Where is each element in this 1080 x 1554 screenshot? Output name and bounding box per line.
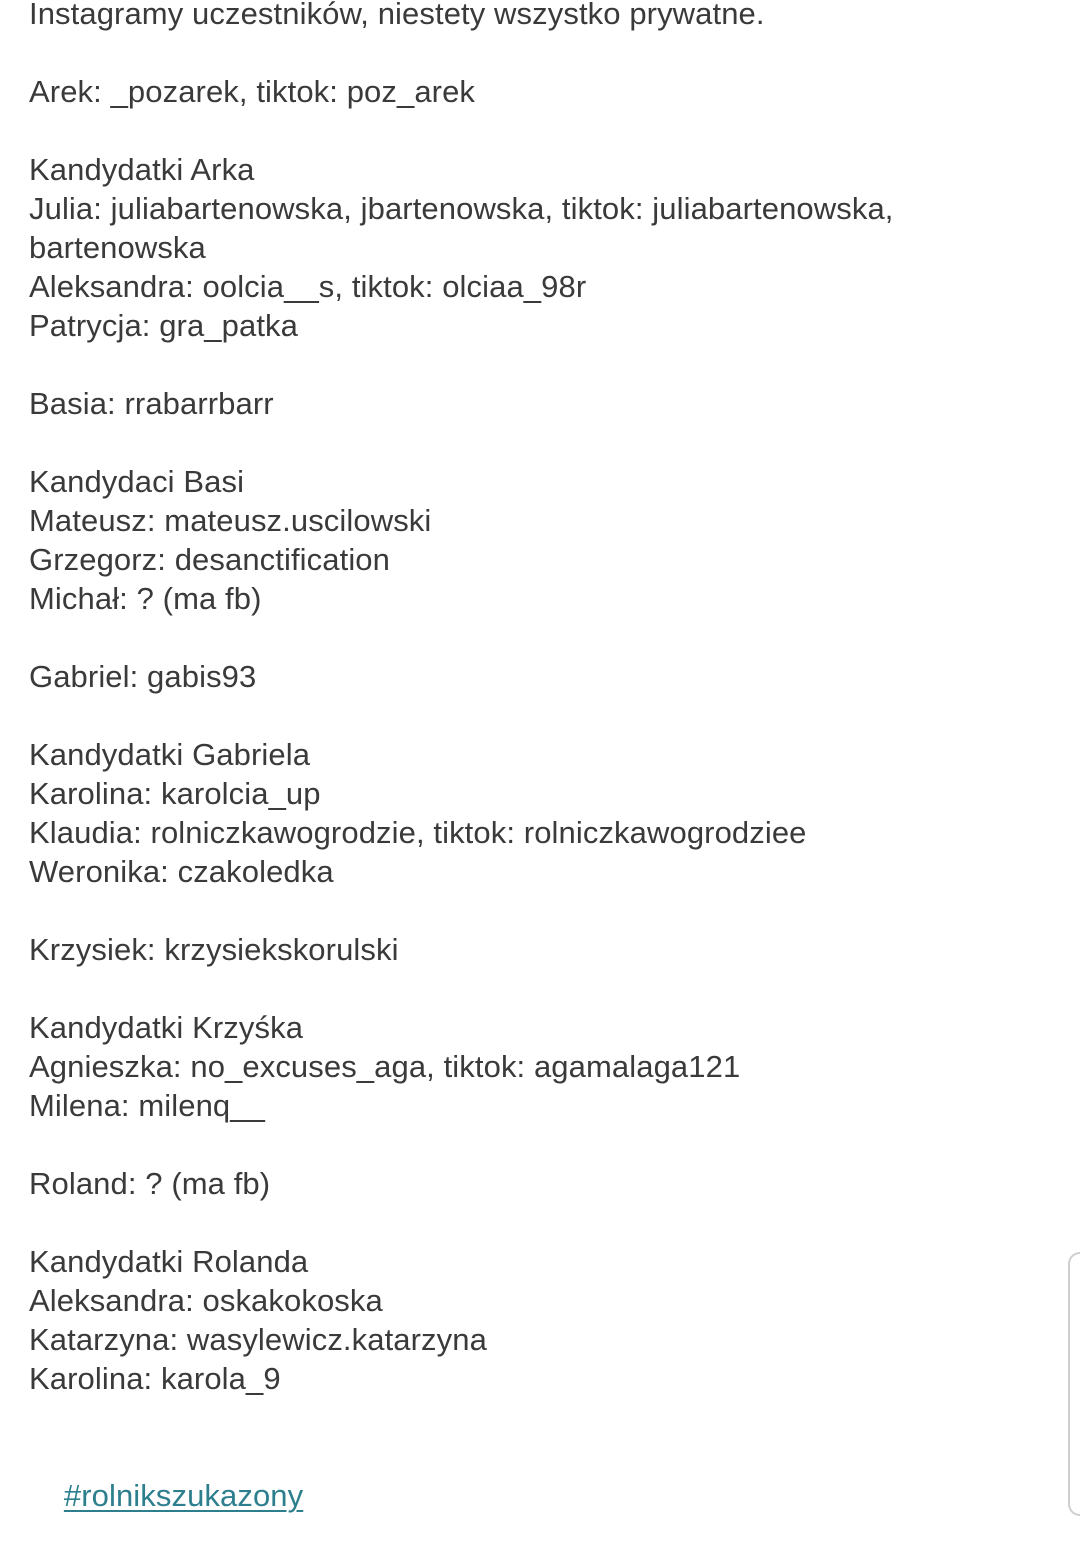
candidate-line: Agnieszka: no_excuses_aga, tiktok: agamalaga121 xyxy=(29,1049,741,1084)
candidate-line: Mateusz: mateusz.uscilowski xyxy=(29,503,432,538)
participant-krzysiek: Krzysiek: krzysiekskorulski xyxy=(29,932,399,967)
candidates-heading: Kandydatki Gabriela xyxy=(29,737,311,772)
intro-text: Instagramy uczestników, niestety wszystko prywatne. xyxy=(29,0,765,31)
candidate-line: Michał: ? (ma fb) xyxy=(29,581,262,616)
candidates-heading: Kandydatki Krzyśka xyxy=(29,1010,304,1045)
candidates-basia xyxy=(29,462,1049,618)
participant-roland: Roland: ? (ma fb) xyxy=(29,1166,271,1201)
candidate-line: Klaudia: rolniczkawogrodzie, tiktok: rolniczkawogrodziee xyxy=(29,815,807,850)
candidates-krzysiek xyxy=(29,1008,1049,1125)
hashtag-link[interactable]: #rolnikszukazony xyxy=(63,1478,304,1513)
participant-basia: Basia: rrabarrbarr xyxy=(29,386,274,421)
candidate-line: Grzegorz: desanctification xyxy=(29,542,390,577)
spacer xyxy=(29,618,1049,657)
candidate-line: Julia: juliabartenowska, jbartenowska, tiktok: juliabartenowska, xyxy=(29,191,894,226)
participant-arek: Arek: _pozarek, tiktok: poz_arek xyxy=(29,74,476,109)
scrollbar-thumb[interactable] xyxy=(1068,1252,1080,1516)
spacer xyxy=(29,33,1049,72)
spacer xyxy=(29,1203,1049,1242)
candidate-line: Karolina: karola_9 xyxy=(29,1361,281,1396)
candidate-line: Katarzyna: wasylewicz.katarzyna xyxy=(29,1322,487,1357)
spacer xyxy=(29,345,1049,384)
spacer xyxy=(29,696,1049,735)
candidates-roland xyxy=(29,1242,1049,1398)
candidate-line: Aleksandra: oolcia__s, tiktok: olciaa_98r xyxy=(29,269,587,304)
candidate-line: Aleksandra: oskakokoska xyxy=(29,1283,383,1318)
candidates-heading: Kandydaci Basi xyxy=(29,464,245,499)
participant-gabriel: Gabriel: gabis93 xyxy=(29,659,257,694)
spacer xyxy=(29,111,1049,150)
spacer xyxy=(29,423,1049,462)
candidate-line: Patrycja: gra_patka xyxy=(29,308,298,343)
spacer xyxy=(29,969,1049,1008)
post-body xyxy=(29,0,1049,1554)
candidates-heading: Kandydatki Rolanda xyxy=(29,1244,309,1279)
candidates-arek xyxy=(29,150,1049,345)
spacer xyxy=(29,891,1049,930)
candidates-gabriel xyxy=(29,735,1049,891)
spacer xyxy=(29,1398,1049,1437)
spacer xyxy=(29,1125,1049,1164)
candidates-heading: Kandydatki Arka xyxy=(29,152,255,187)
candidate-line: Milena: milenq__ xyxy=(29,1088,265,1123)
candidate-line: Karolina: karolcia_up xyxy=(29,776,321,811)
candidate-line: Weronika: czakoledka xyxy=(29,854,334,889)
candidate-line: bartenowska xyxy=(29,230,206,265)
